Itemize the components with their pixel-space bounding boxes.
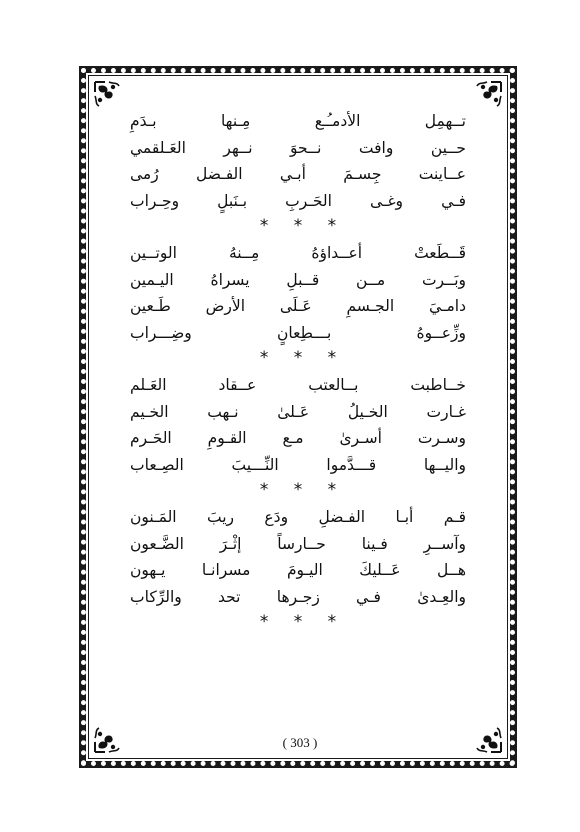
stanza-divider: * * * — [259, 612, 347, 632]
stanza-1 — [130, 108, 466, 240]
stanza-divider: * * * — [259, 480, 347, 500]
verse-line: واليــها قـــدَّموا النِّـــيبَ الصِـعاب — [130, 455, 466, 474]
verse-line: وآســرِ فـينا حــارساً إثْـرَ الضَّـعون — [130, 534, 466, 553]
verse-line: تــهمِل الأدمـُـع مِـنها بـدَمِ — [130, 112, 466, 130]
stanza-4 — [130, 504, 466, 636]
verse-line: فـي وغـى الحَـربِ بـنَبلٍ وحِـراب — [130, 191, 466, 210]
corner-ornament-icon — [90, 723, 124, 757]
corner-ornament-icon — [472, 77, 506, 111]
poem-body — [130, 108, 466, 636]
verse-line: والعِـدىٰ فـي زجـرها تحد والرِّكاب — [130, 587, 466, 606]
verse-line: وسـرت أسـرىٰ مـع القـومِ الحَـرم — [130, 429, 466, 447]
verse-line: حــين وافت نــحوَ نــهر العَـلقمي — [130, 138, 466, 157]
stanza-divider: * * * — [259, 348, 347, 368]
corner-ornament-icon — [90, 77, 124, 111]
verse-line: خــاطبت بــالعتب عــقاد العَـلم — [130, 376, 466, 394]
verse-line: وزِّعــوهُ بـــطِعانٍ وضِـــراب — [130, 323, 466, 342]
verse-line: دامـيَ الجـسمِ عَـلَى الأرض طَـعين — [130, 297, 466, 315]
verse-line: عــاينت جِسـمَ أبـي الفـضل رُمى — [130, 165, 466, 183]
verse-line: وبَــرت مــن قــبلِ يسراهُ اليـمين — [130, 270, 466, 289]
corner-ornament-icon — [472, 723, 506, 757]
verse-line: هــل عَــليكَ اليـومَ مسرانـا يـهون — [130, 561, 466, 579]
verse-line: قَــطَعتْ أعــداؤهُ مِــنهُ الوتــين — [130, 244, 466, 262]
verse-line: غـارت الخـيلُ عَـلىٰ نـهب الخـيم — [130, 402, 466, 421]
stanza-2 — [130, 240, 466, 372]
stanza-3 — [130, 372, 466, 504]
page-number: ( 303 ) — [282, 735, 318, 750]
verse-line: قـم أبـا الفـضلِ ودَع ريبَ المَـنون — [130, 508, 466, 526]
stanza-divider: * * * — [259, 216, 347, 236]
